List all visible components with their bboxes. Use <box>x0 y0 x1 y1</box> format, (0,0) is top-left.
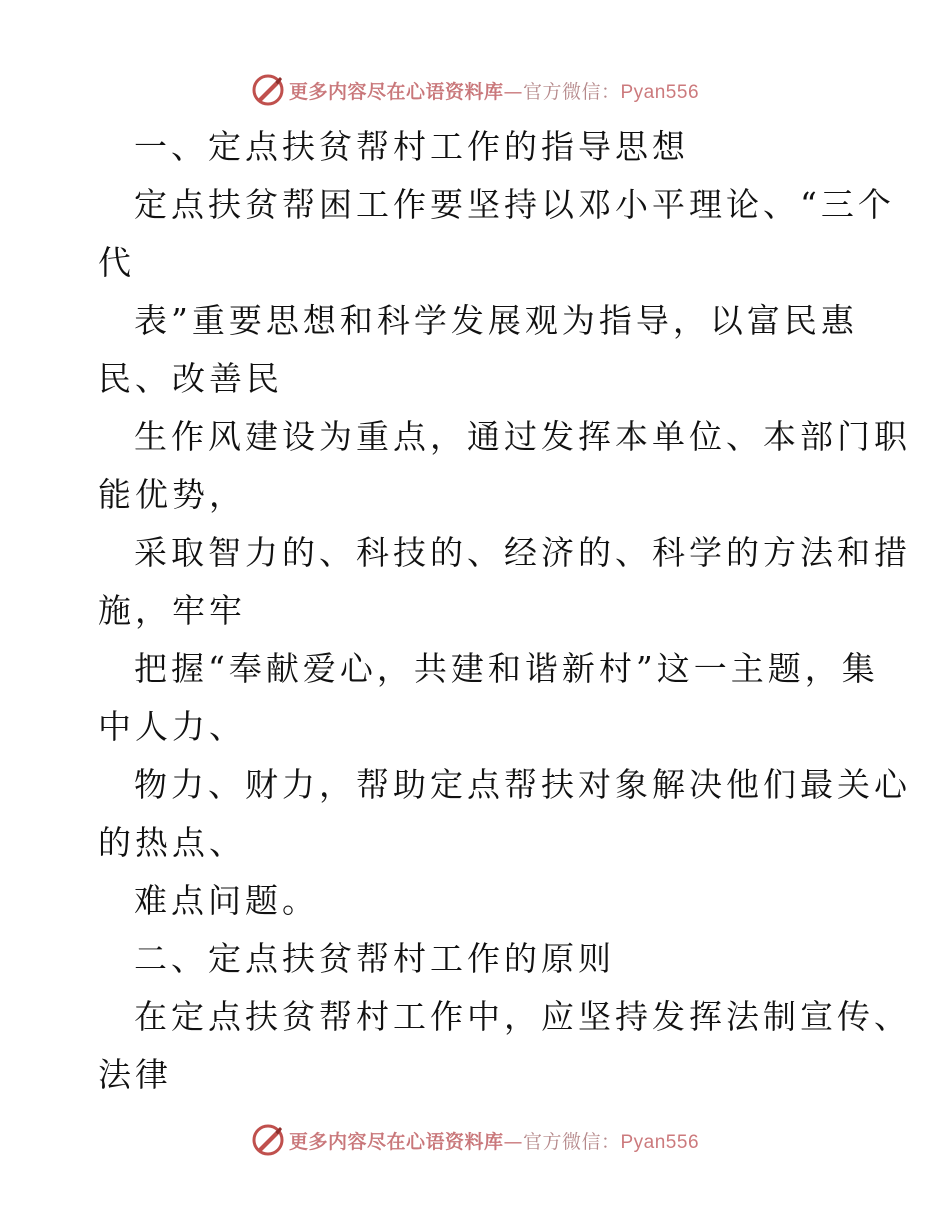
text-line: 生作风建设为重点，通过发挥本单位、本部门职 <box>134 417 911 456</box>
watermark-sub-text: 官方微信： <box>522 1130 621 1153</box>
text-line: 二、定点扶贫帮村工作的原则 <box>134 939 615 978</box>
pen-logo-icon <box>251 1123 285 1157</box>
text-line: 难点问题。 <box>134 881 319 920</box>
watermark-main-text: 更多内容尽在心语资料库 <box>288 80 504 103</box>
watermark-wechat-id: Pyan556 <box>620 1131 700 1153</box>
watermark-sub-text: 官方微信： <box>522 80 621 103</box>
footer-watermark <box>0 1120 950 1160</box>
text-line: 一、定点扶贫帮村工作的指导思想 <box>134 127 689 166</box>
watermark-wechat-id: Pyan556 <box>620 81 700 103</box>
watermark-dash: — <box>503 1130 523 1153</box>
text-line: 中人力、 <box>98 707 246 746</box>
text-line: 物力、财力，帮助定点帮扶对象解决他们最关心 <box>134 765 911 804</box>
text-line: 施，牢牢 <box>98 591 246 630</box>
text-line: 定点扶贫帮困工作要坚持以邓小平理论、“三个 <box>134 185 895 224</box>
header-watermark <box>0 70 950 110</box>
text-line: 民、改善民 <box>98 359 283 398</box>
text-line: 法律 <box>98 1055 172 1094</box>
text-line: 代 <box>98 243 135 282</box>
pen-logo-icon <box>251 73 285 107</box>
text-line: 表”重要思想和科学发展观为指导，以富民惠 <box>134 301 858 340</box>
text-line: 的热点、 <box>98 823 246 862</box>
text-line: 能优势， <box>98 475 246 514</box>
text-line: 采取智力的、科技的、经济的、科学的方法和措 <box>134 533 911 572</box>
watermark-dash: — <box>503 80 523 103</box>
text-line: 把握“奉献爱心，共建和谐新村”这一主题，集 <box>134 649 879 688</box>
watermark-main-text: 更多内容尽在心语资料库 <box>288 1130 504 1153</box>
text-line: 在定点扶贫帮村工作中，应坚持发挥法制宣传、 <box>134 997 911 1036</box>
